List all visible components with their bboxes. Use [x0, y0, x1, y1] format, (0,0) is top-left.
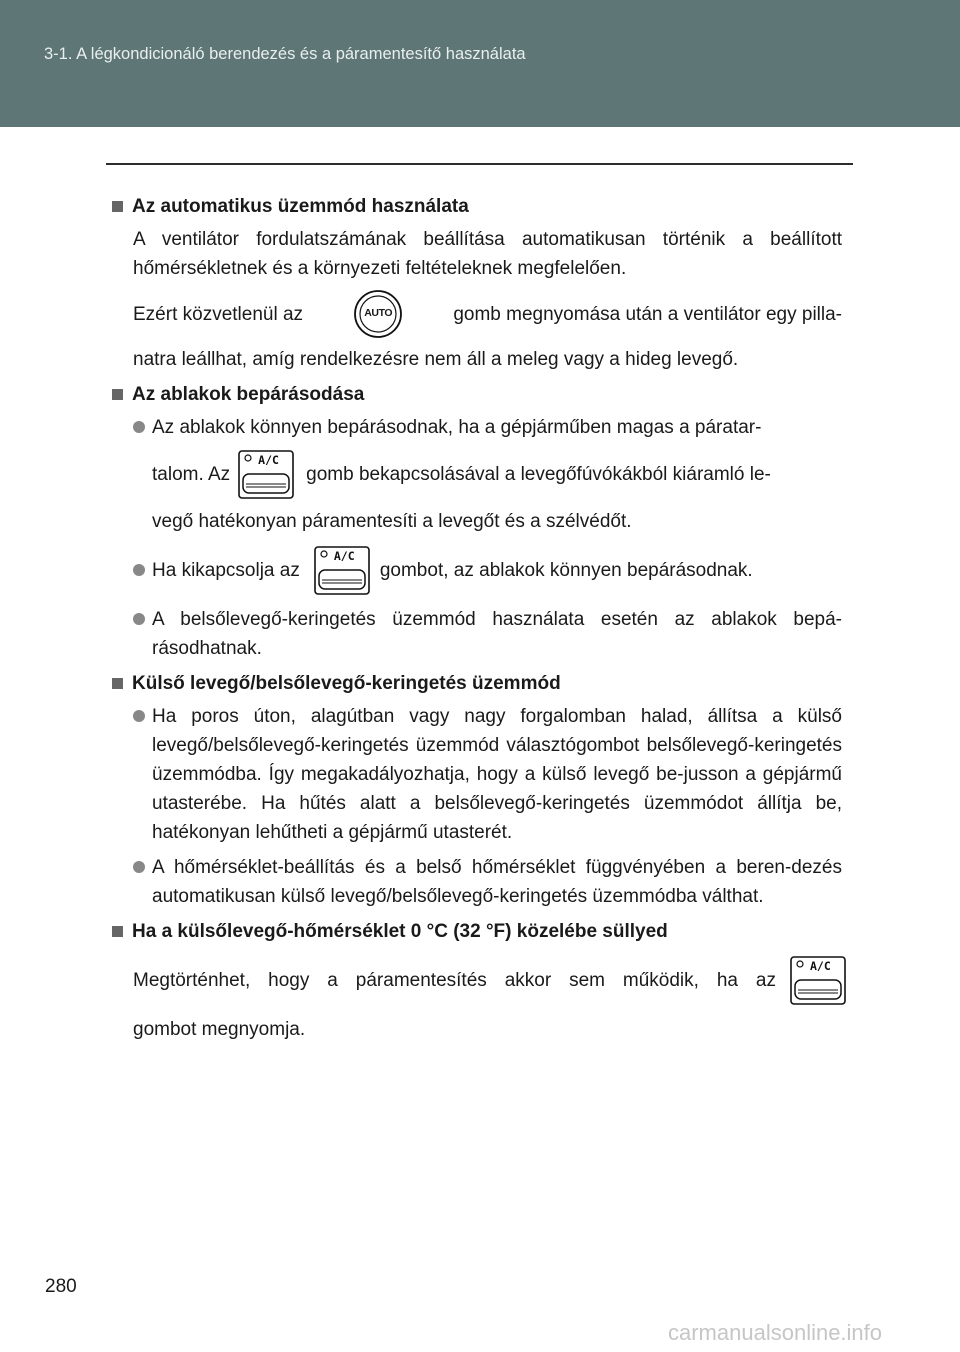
round-bullet-icon: [133, 710, 145, 722]
bullet-text: A belsőlevegő-keringetés üzemmód használata esetén az ablakok bepá-rásodhatnak.: [152, 609, 842, 659]
bullet-item: [133, 413, 842, 536]
bullet-text: A hőmérséklet-beállítás és a belső hőmérséklet függvényében a beren-dezés automatikusan külső levegő/belsőlevegő-keringetés üzemmódba válthat.: [152, 857, 842, 907]
text-fragment: Megtörténhet, hogy a páramentesítés akkor sem működik, ha az: [133, 970, 776, 991]
bullet-text: Az ablakok könnyen bepárásodnak, ha a gépjárműben magas a páratar-: [152, 417, 762, 438]
bullet-item: [133, 853, 842, 911]
paragraph-with-ac-icon: [133, 956, 842, 1005]
chapter-title: 3-1. A légkondicionáló berendezés és a páramentesítő használata: [44, 45, 526, 63]
round-bullet-icon: [133, 613, 145, 625]
text-fragment: Ezért közvetlenül az: [133, 303, 304, 325]
ac-icon-label: A/C: [333, 549, 355, 563]
ac-icon-label: A/C: [258, 453, 279, 467]
ac-button-icon: [790, 956, 846, 1005]
bullet-item: [133, 605, 842, 663]
square-bullet-icon: [112, 389, 123, 400]
text-fragment: gomb megnyomása után a ventilátor egy pilla-: [453, 303, 842, 325]
square-bullet-icon: [112, 926, 123, 937]
section-title-recirculation: [112, 669, 842, 698]
bullet-item: [133, 546, 842, 595]
top-rule: [106, 163, 853, 165]
section-title-cold: [112, 917, 842, 946]
paragraph-continued: natra leállhat, amíg rendelkezésre nem áll a meleg vagy a hideg levegő.: [133, 349, 739, 370]
ac-button-icon: [238, 450, 294, 499]
page-number: 280: [45, 1276, 77, 1297]
line-with-ac-icon: [152, 450, 842, 499]
bullet-text: vegő hatékonyan páramentesíti a levegőt és a szélvédőt.: [152, 511, 632, 532]
paragraph-with-auto-icon: [133, 289, 842, 339]
section-title-auto: [112, 192, 842, 221]
bullet-text: Ha poros úton, alagútban vagy nagy forgalomban halad, állítsa a külső levegő/belsőlevegő-keringetés üzemmód választógombot belsőlevegő-keringetés üzemmódba. Így megakadályozhatja, hogy a külső levegő be-jusson a gépjármű utasterébe. Ha hűtés alatt a belsőlevegő-keringetés üzemmódot állítja be, hatékonyan lehűtheti a gépjármű utasterét.: [152, 706, 842, 843]
auto-icon-label: AUTO: [364, 307, 393, 319]
text-fragment: gombot, az ablakok könnyen bepárásodnak.: [379, 560, 753, 581]
page-header: [0, 0, 960, 127]
page-content: [112, 192, 842, 1044]
bullet-item: [133, 702, 842, 847]
ac-icon-label: A/C: [810, 959, 831, 973]
section-title-text: Külső levegő/belsőlevegő-keringetés üzemmód: [132, 673, 561, 694]
text-fragment: talom. Az: [152, 464, 231, 485]
square-bullet-icon: [112, 678, 123, 689]
text-fragment: gomb bekapcsolásával a levegőfúvókákból kiáramló le-: [306, 464, 771, 485]
paragraph: A ventilátor fordulatszámának beállítása automatikusan történik a beállított hőmérsékletnek és a környezeti feltételeknek megfelelően.: [133, 229, 842, 279]
section-title-text: Az ablakok bepárásodása: [132, 384, 365, 405]
paragraph-continued: gombot megnyomja.: [133, 1019, 306, 1040]
round-bullet-icon: [133, 564, 145, 576]
ac-button-icon: [314, 546, 370, 595]
section-title-fog: [112, 380, 842, 409]
text-fragment: Ha kikapcsolja az: [152, 560, 300, 581]
square-bullet-icon: [112, 201, 123, 212]
round-bullet-icon: [133, 861, 145, 873]
section-title-text: Az automatikus üzemmód használata: [132, 196, 469, 217]
section-title-text: Ha a külsőlevegő-hőmérséklet 0 °C (32 °F) közelébe süllyed: [132, 921, 668, 942]
watermark-text: carmanualsonline.info: [668, 1320, 883, 1345]
round-bullet-icon: [133, 421, 145, 433]
auto-button-icon: [353, 289, 403, 339]
